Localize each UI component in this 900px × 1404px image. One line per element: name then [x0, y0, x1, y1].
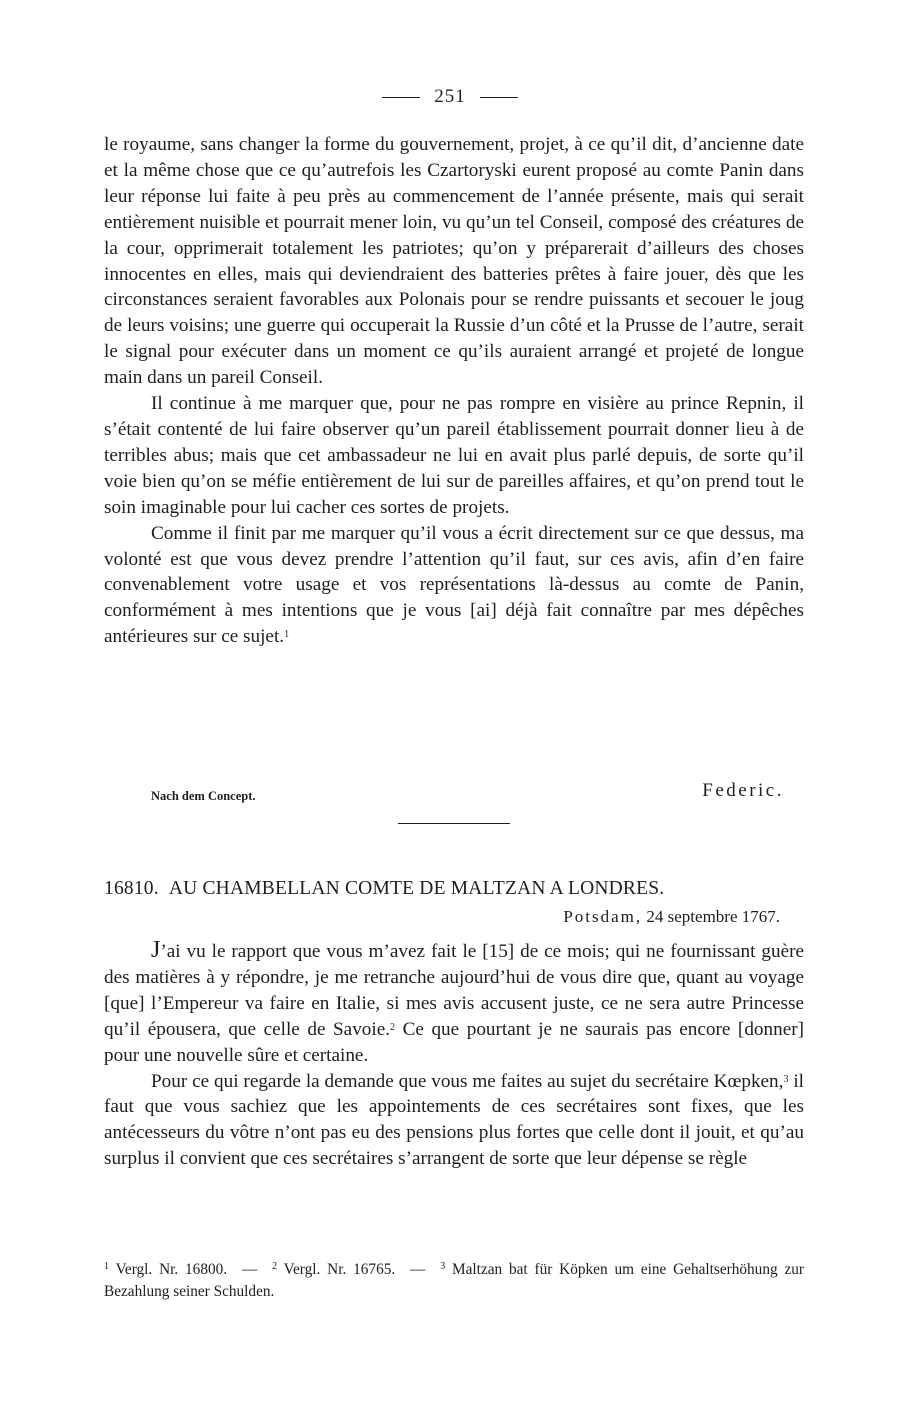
paragraph — [104, 521, 804, 651]
footnotes — [104, 1259, 804, 1303]
place: Potsdam, — [563, 907, 643, 926]
footnote-text: Maltzan bat für Köpken um eine Gehaltserhöhung zur Bezahlung seiner Schulden. — [104, 1261, 804, 1300]
paragraph-text: Comme il finit par me marquer qu’il vous a écrit directement sur ce que dessus, ma volonté est que vous devez prendre l’attention qu’il faut, sur ces avis, afin d’en faire convenablement votre usage et vos représentations là-dessus au comte de Panin, conformément à mes intentions que je vous [ai] déjà fait connaître par mes dépêches antérieures sur ce sujet. — [104, 522, 804, 648]
footnote-ref: 1 — [284, 629, 290, 641]
footnote-mark: 1 — [104, 1261, 109, 1272]
letter-body — [104, 938, 804, 1172]
paragraph-text: il faut que vous sachiez que les appointements de ces secrétaires sont fixes, que les antécesseurs du vôtre n’ont pas eu des pensions plus fortes que celle dont il jouit, et qu’au surplus il convient que ces secrétaires s’arrangent de sorte que leur dépense se règle — [104, 1070, 804, 1170]
footnote-mark: 2 — [272, 1261, 278, 1272]
document-heading — [104, 878, 804, 900]
footnote-text: Vergl. Nr. 16765. — [283, 1261, 396, 1278]
place-date — [563, 907, 780, 927]
header-rule-left — [382, 97, 420, 98]
paragraph: Il continue à me marquer que, pour ne pas rompre en visière au prince Repnin, il s’était contenté de lui faire observer qu’un pareil établissement pourrait donner lieu à de terribles abus; mais que cet ambassadeur ne lui en avait plus parlé depuis, de sorte qu’il voie bien qu’on se méfie entièrement de lui sur de pareilles affaires, et qu’on prend tout le soin imaginable pour lui cacher ces sortes de projets. — [104, 393, 804, 518]
signature: Federic. — [702, 780, 784, 801]
header-rule-right — [480, 97, 518, 98]
document-title: AU CHAMBELLAN COMTE DE MALTZAN A LONDRES. — [168, 878, 665, 899]
footnote-separator: — — [410, 1261, 426, 1278]
paragraph — [104, 1069, 804, 1173]
footnote-text: Vergl. Nr. 16800. — [115, 1261, 228, 1278]
footnote-ref: 3 — [783, 1073, 789, 1085]
date: 24 septembre 1767. — [646, 907, 780, 926]
paragraph-text: ’ai vu le rapport que vous m’avez fait le [15] de ce mois; qui ne fournissant guère des matières à y répondre, je me retranche aujourd’hui de vous dire que, quant au voyage [que] l’Empereur va faire en Italie, si mes avis accusent juste, ce ne sera autre Princesse qu’il épousera, que celle de Savoie. — [104, 941, 804, 1040]
page-number: 251 — [434, 86, 466, 107]
source-note: Nach dem Concept. — [151, 789, 256, 803]
paragraph: le royaume, sans changer la forme du gouvernement, projet, à ce qu’il dit, d’ancienne date et la même chose que ce qu’autrefois les Czartoryski eurent proposé au comte Panin dans leur réponse lui faite à peu près au commencement de l’année présente, mais qui serait entièrement nuisible et pourrait mener loin, vu qu’un tel Conseil, composé des créatures de la cour, opprimerait totalement les patriotes; qu’on y préparerait d’ailleurs des choses innocentes en elles, mais qui deviendraient des batteries prêtes à faire jouer, dès que les circonstances seraient favorables aux Polonais pour se rendre puissants et secouer le joug de leurs voisins; une guerre qui occuperait la Russie d’un côté et la Prusse de l’autre, serait le signal pour exécuter dans un moment ce qu’ils auraient arrangé et projeté de longue main dans un pareil Conseil. — [104, 134, 804, 389]
footnote-separator: — — [241, 1261, 258, 1278]
paragraph-text: Ce que pourtant je ne saurais pas encore [donner] pour une nouvelle sûre et certaine. — [104, 1018, 804, 1066]
section-divider — [398, 823, 510, 824]
footnote-mark: 3 — [440, 1261, 446, 1272]
paragraph — [104, 938, 804, 1069]
letter-continuation — [104, 132, 804, 650]
footnote-ref: 2 — [390, 1021, 396, 1033]
paragraph-text: Pour ce qui regarde la demande que vous me faites au sujet du secrétaire Kœpken, — [151, 1070, 784, 1092]
page-header — [0, 86, 900, 108]
closing-line — [104, 780, 784, 810]
document-number: 16810. — [104, 878, 159, 899]
initial-letter: J — [151, 937, 161, 963]
